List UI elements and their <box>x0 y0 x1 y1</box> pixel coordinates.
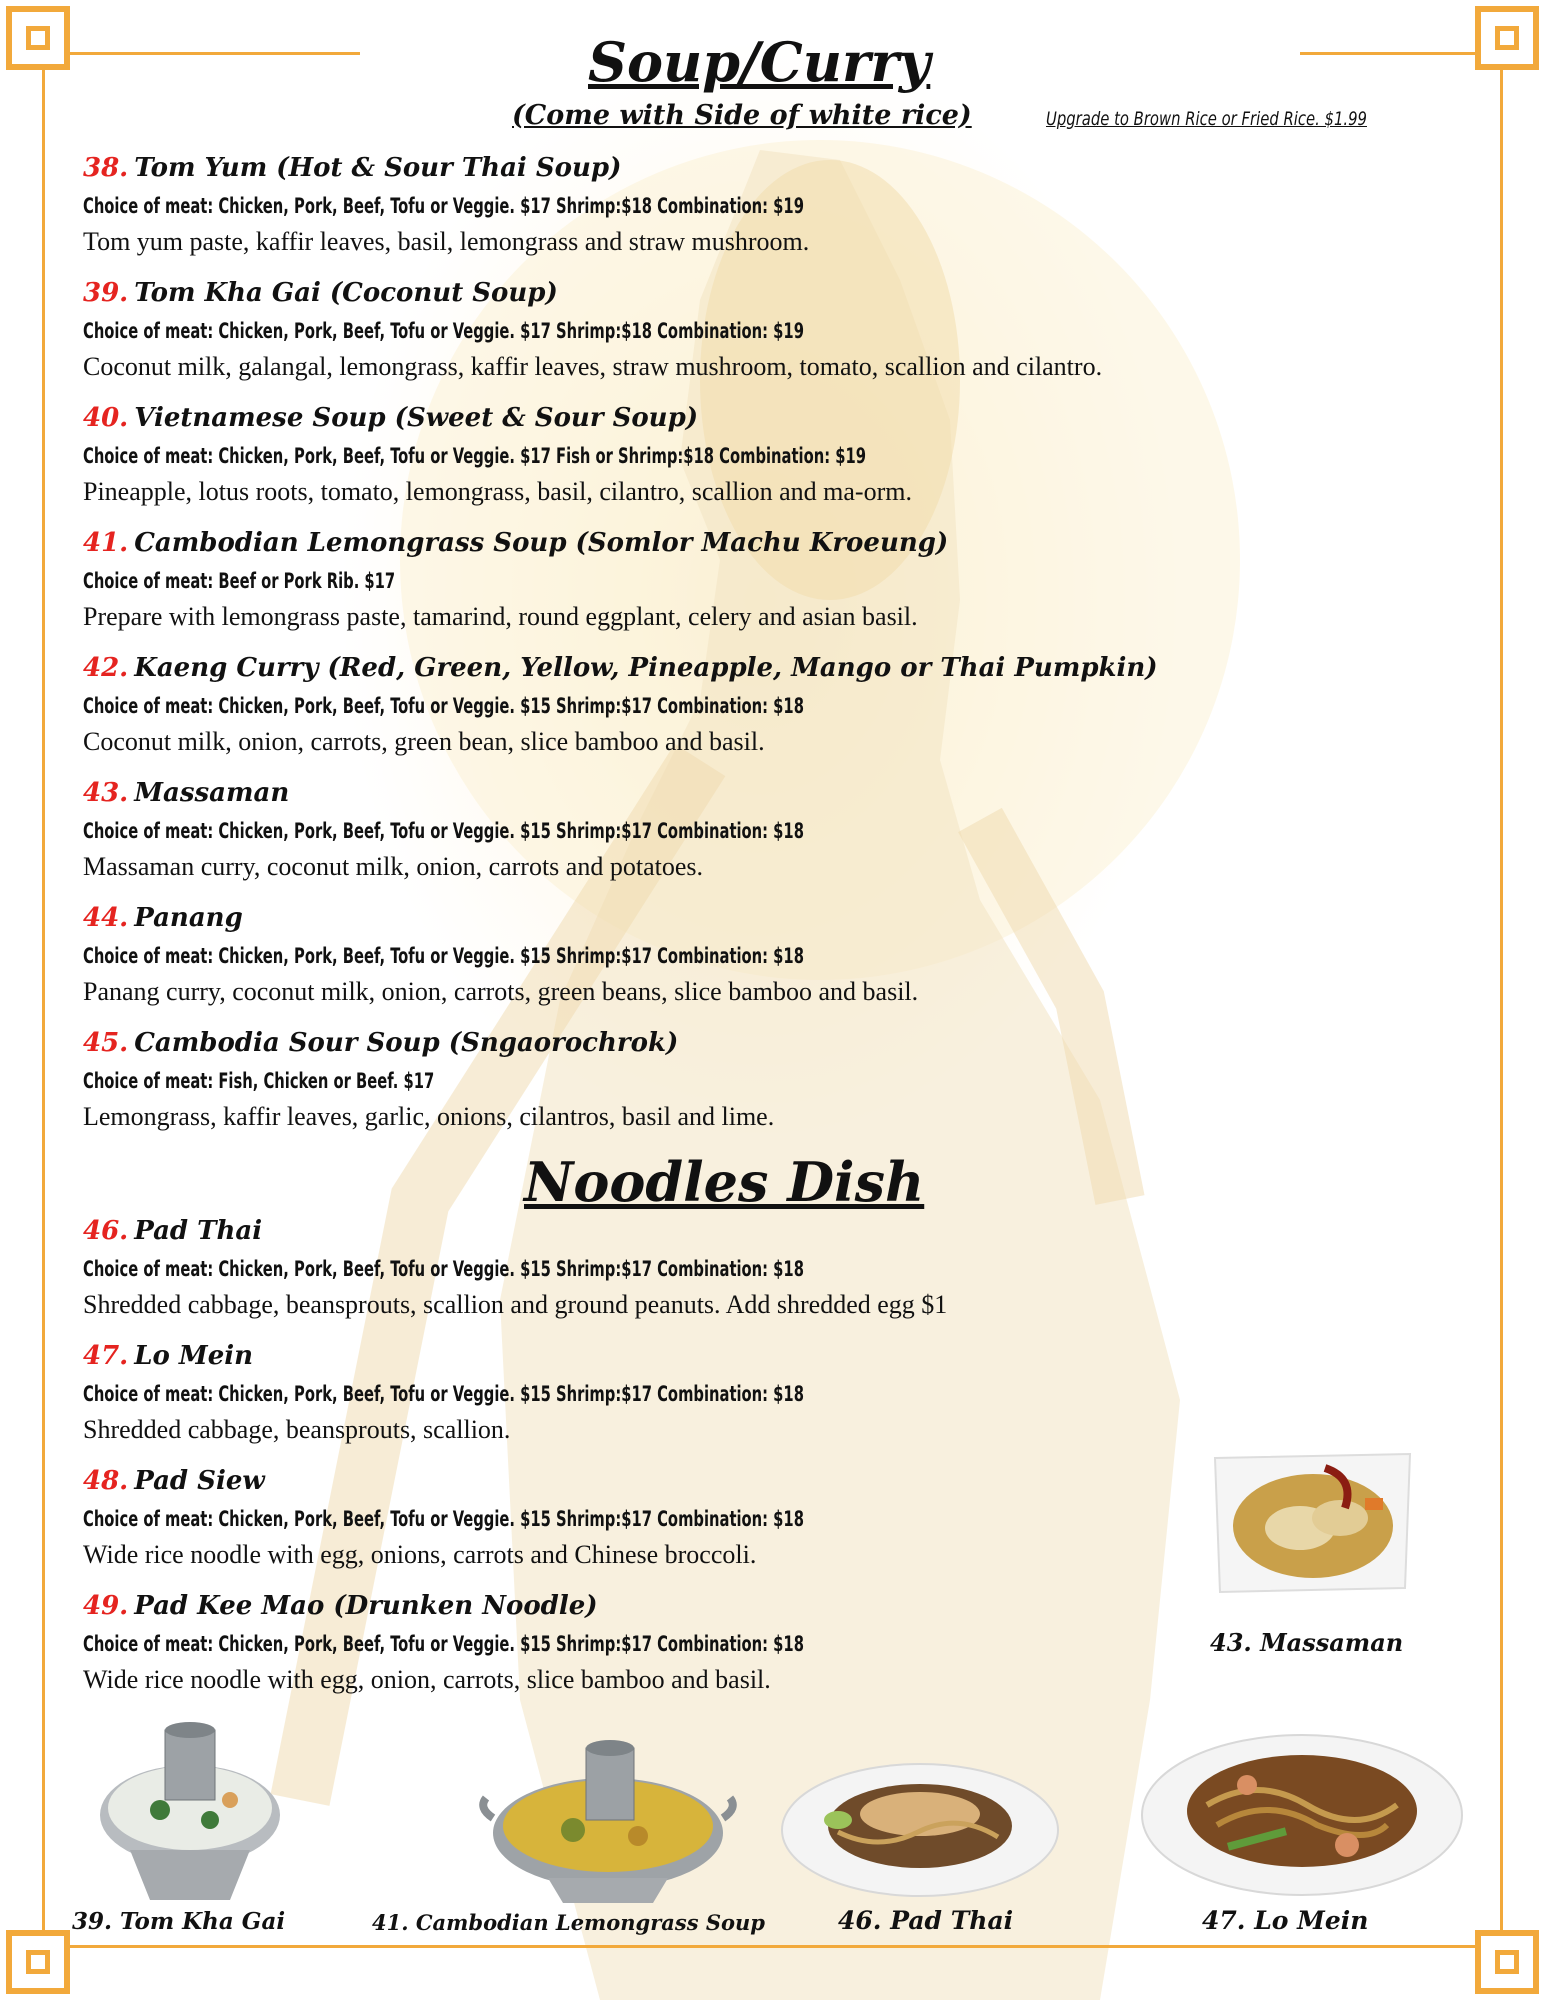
menu-item-number: 42. <box>83 653 129 683</box>
menu-item-price-options: Choice of meat: Chicken, Pork, Beef, Tofu or Veggie. $17 Shrimp:$18 Combination: $19 <box>83 319 804 343</box>
pad-thai-photo <box>778 1752 1063 1902</box>
menu-item-price-options: Choice of meat: Chicken, Pork, Beef, Tofu or Veggie. $15 Shrimp:$17 Combination: $18 <box>83 1632 804 1656</box>
menu-item-number: 38. <box>83 153 129 183</box>
menu-item-number: 47. <box>83 1341 129 1371</box>
frame-corner-bottom-left <box>6 1930 70 1994</box>
menu-item-number: 48. <box>83 1466 129 1496</box>
menu-item-number: 39. <box>83 278 129 308</box>
menu-item <box>83 1026 1463 1134</box>
menu-item-description: Massaman curry, coconut milk, onion, carrots and potatoes. <box>83 852 703 881</box>
menu-item-title <box>83 401 1463 435</box>
menu-item-description: Shredded cabbage, beansprouts, scallion. <box>83 1415 511 1444</box>
menu-item-price-options: Choice of meat: Beef or Pork Rib. $17 <box>83 569 396 593</box>
menu-item <box>83 651 1463 759</box>
menu-item-number: 49. <box>83 1591 129 1621</box>
menu-item-name: Tom Yum (Hot & Sour Thai Soup) <box>134 153 622 183</box>
menu-item-description: Shredded cabbage, beansprouts, scallion and ground peanuts. Add shredded egg $1 <box>83 1290 948 1319</box>
menu-item-title <box>83 901 1463 935</box>
menu-item-price-options: Choice of meat: Chicken, Pork, Beef, Tofu or Veggie. $17 Fish or Shrimp:$18 Combination: $19 <box>83 444 866 468</box>
lo-mein-caption: 47. Lo Mein <box>1202 1906 1369 1935</box>
menu-item-name: Massaman <box>134 778 290 808</box>
menu-item-price-options: Choice of meat: Chicken, Pork, Beef, Tofu or Veggie. $15 Shrimp:$17 Combination: $18 <box>83 819 804 843</box>
menu-item-description: Pineapple, lotus roots, tomato, lemongrass, basil, cilantro, scallion and ma-orm. <box>83 477 912 506</box>
menu-item-price-options: Choice of meat: Chicken, Pork, Beef, Tofu or Veggie. $15 Shrimp:$17 Combination: $18 <box>83 694 804 718</box>
menu-item-description: Coconut milk, onion, carrots, green bean, slice bamboo and basil. <box>83 727 765 756</box>
menu-item-name: Pad Siew <box>134 1466 265 1496</box>
frame-corner-top-left <box>6 6 70 70</box>
tom-kha-gai-caption: 39. Tom Kha Gai <box>72 1908 286 1935</box>
soup-section-subtitle: (Come with Side of white rice) <box>512 100 972 131</box>
menu-item <box>83 1339 1463 1447</box>
menu-item-price-options: Choice of meat: Chicken, Pork, Beef, Tofu or Veggie. $17 Shrimp:$18 Combination: $19 <box>83 194 804 218</box>
menu-item-name: Pad Kee Mao (Drunken Noodle) <box>134 1591 598 1621</box>
tom-kha-gai-photo <box>90 1720 290 1910</box>
menu-item-price-options: Choice of meat: Chicken, Pork, Beef, Tofu or Veggie. $15 Shrimp:$17 Combination: $18 <box>83 1507 804 1531</box>
menu-item-price-options: Choice of meat: Fish, Chicken or Beef. $17 <box>83 1069 435 1093</box>
menu-item-description: Panang curry, coconut milk, onion, carrots, green beans, slice bamboo and basil. <box>83 977 919 1006</box>
frame-right-line <box>1500 70 1503 1930</box>
menu-item-description: Tom yum paste, kaffir leaves, basil, lemongrass and straw mushroom. <box>83 227 810 256</box>
menu-item-title <box>83 151 1463 185</box>
menu-item-title <box>83 1026 1463 1060</box>
menu-item <box>83 401 1463 509</box>
frame-corner-bottom-right <box>1475 1930 1539 1994</box>
menu-item-title <box>83 276 1463 310</box>
menu-item-number: 41. <box>83 528 129 558</box>
menu-item-title <box>83 1339 1463 1373</box>
menu-item-title <box>83 526 1463 560</box>
menu-item-price-options: Choice of meat: Chicken, Pork, Beef, Tofu or Veggie. $15 Shrimp:$17 Combination: $18 <box>83 1382 804 1406</box>
menu-item-description: Coconut milk, galangal, lemongrass, kaffir leaves, straw mushroom, tomato, scallion and cilantro. <box>83 352 1103 381</box>
menu-item-number: 44. <box>83 903 129 933</box>
rice-upgrade-note: Upgrade to Brown Rice or Fried Rice. $1.99 <box>1046 108 1367 130</box>
menu-item <box>83 1214 1463 1322</box>
menu-item-name: Cambodia Sour Soup (Sngaorochrok) <box>134 1028 679 1058</box>
menu-item-name: Kaeng Curry (Red, Green, Yellow, Pineapple, Mango or Thai Pumpkin) <box>134 653 1158 683</box>
menu-item-number: 45. <box>83 1028 129 1058</box>
noodle-section-title: Noodles Dish <box>524 1150 925 1214</box>
menu-item-number: 40. <box>83 403 129 433</box>
frame-left-line <box>42 70 45 1930</box>
menu-item-name: Vietnamese Soup (Sweet & Sour Soup) <box>134 403 699 433</box>
menu-item <box>83 901 1463 1009</box>
pad-thai-caption: 46. Pad Thai <box>838 1906 1014 1935</box>
menu-item-title <box>83 651 1463 685</box>
menu-item-name: Panang <box>134 903 243 933</box>
menu-item-title <box>83 1214 1463 1248</box>
menu-item <box>83 151 1463 259</box>
lemongrass-soup-photo <box>478 1738 738 1908</box>
soup-section-title: Soup/Curry <box>588 30 931 94</box>
menu-item-number: 46. <box>83 1216 129 1246</box>
lo-mein-photo <box>1137 1725 1467 1900</box>
menu-item-price-options: Choice of meat: Chicken, Pork, Beef, Tofu or Veggie. $15 Shrimp:$17 Combination: $18 <box>83 1257 804 1281</box>
menu-item <box>83 526 1463 634</box>
frame-top-line <box>70 52 360 55</box>
menu-item-name: Pad Thai <box>134 1216 263 1246</box>
menu-item-price-options: Choice of meat: Chicken, Pork, Beef, Tofu or Veggie. $15 Shrimp:$17 Combination: $18 <box>83 944 804 968</box>
frame-top-line <box>1300 52 1480 55</box>
menu-item-description: Wide rice noodle with egg, onion, carrots, slice bamboo and basil. <box>83 1665 771 1694</box>
frame-corner-top-right <box>1475 6 1539 70</box>
menu-item-name: Cambodian Lemongrass Soup (Somlor Machu Kroeung) <box>134 528 949 558</box>
menu-item-description: Lemongrass, kaffir leaves, garlic, onions, cilantros, basil and lime. <box>83 1102 775 1131</box>
menu-item <box>83 776 1463 884</box>
frame-bottom-line <box>70 1945 1475 1948</box>
menu-item-description: Wide rice noodle with egg, onions, carrots and Chinese broccoli. <box>83 1540 757 1569</box>
lemongrass-soup-caption: 41. Cambodian Lemongrass Soup <box>372 1910 765 1935</box>
menu-item-name: Tom Kha Gai (Coconut Soup) <box>134 278 558 308</box>
menu-item-name: Lo Mein <box>134 1341 254 1371</box>
menu-item-description: Prepare with lemongrass paste, tamarind, round eggplant, celery and asian basil. <box>83 602 918 631</box>
menu-item-number: 43. <box>83 778 129 808</box>
massaman-photo <box>1205 1448 1420 1598</box>
massaman-caption: 43. Massaman <box>1210 1628 1404 1657</box>
menu-item-title <box>83 776 1463 810</box>
menu-item <box>83 276 1463 384</box>
